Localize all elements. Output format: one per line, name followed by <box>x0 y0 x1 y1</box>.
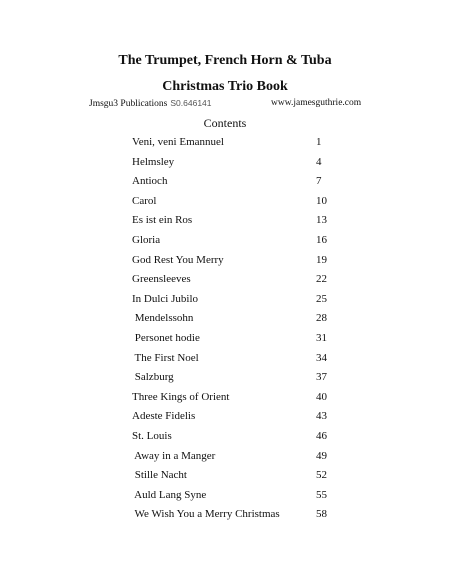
catalog-code: S0.646141 <box>170 98 212 108</box>
toc-entry[interactable] <box>0 254 450 274</box>
toc-entry-title: Es ist ein Ros <box>132 214 193 227</box>
contents-heading: Contents <box>203 116 247 130</box>
toc-entry-page-number: 40 <box>316 390 327 403</box>
toc-entry[interactable] <box>0 450 450 470</box>
toc-entry-page-number: 43 <box>316 410 327 423</box>
toc-entry-page-number: 4 <box>316 155 322 168</box>
toc-entry[interactable] <box>0 234 450 254</box>
toc-entry[interactable] <box>0 136 450 156</box>
toc-entry-title: Personet hodie <box>132 331 200 344</box>
toc-entry[interactable] <box>0 469 450 489</box>
toc-entry-title: Carol <box>132 194 157 207</box>
toc-entry[interactable] <box>0 332 450 352</box>
toc-entry-page-number: 25 <box>316 292 327 305</box>
toc-entry-title: In Dulci Jubilo <box>132 292 198 305</box>
toc-entry-title: Antioch <box>132 175 168 188</box>
toc-entry[interactable] <box>0 175 450 195</box>
toc-entry-title: God Rest You Merry <box>132 253 224 266</box>
toc-entry-title: Gloria <box>132 233 161 246</box>
toc-entry-page-number: 7 <box>316 175 322 188</box>
toc-entry-page-number: 34 <box>316 351 327 364</box>
toc-entry-page-number: 22 <box>316 273 327 286</box>
toc-entry-page-number: 49 <box>316 449 327 462</box>
toc-entry-page-number: 46 <box>316 429 327 442</box>
toc-entry-title: Salzburg <box>132 371 174 384</box>
toc-entry-page-number: 31 <box>316 331 327 344</box>
toc-entry[interactable] <box>0 312 450 332</box>
toc-entry-page-number: 13 <box>316 214 327 227</box>
toc-entry[interactable] <box>0 214 450 234</box>
toc-entry-title: Adeste Fidelis <box>132 410 196 423</box>
toc-entry-title: The First Noel <box>132 351 199 364</box>
table-of-contents <box>0 136 450 528</box>
toc-entry-title: We Wish You a Merry Christmas <box>132 508 280 521</box>
book-title-line-1: The Trumpet, French Horn & Tuba <box>118 53 332 68</box>
toc-entry[interactable] <box>0 156 450 176</box>
toc-entry-page-number: 10 <box>316 194 327 207</box>
toc-entry[interactable] <box>0 410 450 430</box>
toc-entry-page-number: 58 <box>316 508 327 521</box>
book-title-line-2: Christmas Trio Book <box>162 79 288 94</box>
toc-entry-title: Stille Nacht <box>132 469 187 482</box>
toc-entry-title: St. Louis <box>132 429 172 442</box>
toc-entry-page-number: 28 <box>316 312 327 325</box>
toc-entry-title: Mendelssohn <box>132 312 194 325</box>
toc-entry-title: Auld Lang Syne <box>132 488 207 501</box>
toc-entry-page-number: 19 <box>316 253 327 266</box>
toc-entry[interactable] <box>0 430 450 450</box>
publication-info-row <box>0 98 450 112</box>
toc-entry[interactable] <box>0 489 450 509</box>
publisher-block <box>89 98 212 109</box>
toc-entry-title: Veni, veni Emannuel <box>132 136 224 148</box>
toc-entry-title: Three Kings of Orient <box>132 390 230 403</box>
toc-entry-page-number: 55 <box>316 488 327 501</box>
toc-entry-title: Greensleeves <box>132 273 191 286</box>
toc-entry[interactable] <box>0 195 450 215</box>
toc-entry[interactable] <box>0 293 450 313</box>
toc-entry-page-number: 1 <box>316 136 322 148</box>
toc-entry-page-number: 52 <box>316 469 327 482</box>
website-link[interactable]: www.jamesguthrie.com <box>271 98 362 108</box>
toc-entry-title: Away in a Manger <box>132 449 216 462</box>
toc-entry[interactable] <box>0 508 450 528</box>
toc-entry[interactable] <box>0 352 450 372</box>
toc-entry-page-number: 37 <box>316 371 327 384</box>
toc-entry-page-number: 16 <box>316 233 327 246</box>
toc-entry[interactable] <box>0 273 450 293</box>
toc-entry-title: Helmsley <box>132 155 175 168</box>
toc-entry[interactable] <box>0 391 450 411</box>
publisher-name: Jmsgu3 Publications <box>89 99 168 109</box>
toc-entry[interactable] <box>0 371 450 391</box>
